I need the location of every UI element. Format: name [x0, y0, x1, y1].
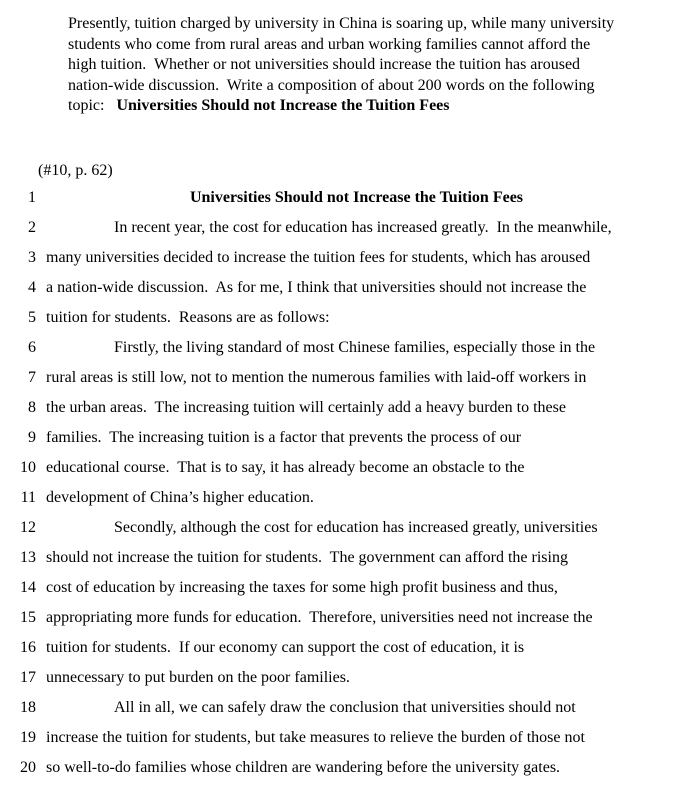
- line-text: appropriating more funds for education. Therefore, universities need not increase the: [46, 608, 593, 626]
- line-number: 19: [20, 728, 36, 746]
- line-text: Firstly, the living standard of most Chinese families, especially those in the: [114, 338, 596, 356]
- essay-line: [0, 663, 682, 693]
- prompt-line: nation-wide discussion. Write a composition of about 200 words on the following: [68, 76, 595, 94]
- line-text: rural areas is still low, not to mention the numerous families with laid-off workers in: [46, 368, 587, 386]
- line-number: 11: [20, 488, 36, 506]
- line-number: 12: [20, 518, 36, 536]
- line-number: 14: [20, 578, 36, 596]
- prompt-line: high tuition. Whether or not universities should increase the tuition has aroused: [68, 56, 581, 73]
- essay-line: [0, 183, 682, 213]
- assignment-prompt: [68, 14, 682, 117]
- line-number: 20: [20, 758, 36, 776]
- prompt-topic-title: Universities Should not Increase the Tuition Fees: [116, 97, 450, 114]
- line-number: 4: [28, 278, 36, 296]
- line-text: Universities Should not Increase the Tuition Fees: [189, 188, 524, 206]
- essay-line: [0, 693, 682, 723]
- reference-label: (#10, p. 62): [38, 161, 113, 179]
- prompt-topic-label: topic:: [68, 97, 117, 114]
- essay-line: [0, 723, 682, 753]
- line-text: the urban areas. The increasing tuition will certainly add a heavy burden to these: [46, 398, 566, 416]
- essay-line: [0, 483, 682, 513]
- prompt-lines: [68, 14, 682, 96]
- line-text: All in all, we can safely draw the conclusion that universities should not: [114, 698, 576, 716]
- line-text: should not increase the tuition for students. The government can afford the rising: [46, 548, 568, 566]
- line-text: Secondly, although the cost for education has increased greatly, universities: [114, 518, 598, 536]
- essay-line: [0, 453, 682, 483]
- line-number: 2: [28, 218, 36, 236]
- essay-line: [0, 543, 682, 573]
- essay-line: [0, 423, 682, 453]
- line-text: unnecessary to put burden on the poor families.: [46, 668, 350, 686]
- line-number: 9: [28, 428, 36, 446]
- essay-line: [0, 273, 682, 303]
- prompt-topic-line: [68, 96, 682, 117]
- line-text: cost of education by increasing the taxes for some high profit business and thus,: [46, 578, 558, 596]
- line-text: educational course. That is to say, it has already become an obstacle to the: [46, 458, 525, 476]
- essay-line: [0, 573, 682, 603]
- essay-body: [0, 183, 682, 783]
- essay-line: [0, 513, 682, 543]
- essay-line: [0, 633, 682, 663]
- line-number: 3: [28, 248, 36, 266]
- line-text: tuition for students. If our economy can support the cost of education, it is: [46, 638, 525, 656]
- line-text: tuition for students. Reasons are as follows:: [46, 308, 330, 326]
- line-number: 6: [28, 338, 36, 356]
- line-text: increase the tuition for students, but take measures to relieve the burden of those not: [46, 728, 585, 746]
- essay-line: [0, 303, 682, 333]
- essay-line: [0, 603, 682, 633]
- line-number: 7: [28, 368, 36, 386]
- essay-line: [0, 393, 682, 423]
- line-number: 18: [20, 698, 36, 716]
- line-number: 5: [28, 308, 36, 326]
- line-text: development of China’s higher education.: [46, 488, 314, 506]
- line-number: 8: [28, 398, 36, 416]
- line-text: In recent year, the cost for education has increased greatly. In the meanwhile,: [114, 218, 612, 236]
- essay-line: [0, 333, 682, 363]
- line-number: 15: [20, 608, 36, 626]
- prompt-line: students who come from rural areas and urban working families cannot afford the: [68, 35, 591, 53]
- line-number: 1: [28, 188, 36, 206]
- line-number: 16: [20, 638, 36, 656]
- essay-line: [0, 213, 682, 243]
- line-text: families. The increasing tuition is a factor that prevents the process of our: [46, 428, 522, 446]
- line-text: so well-to-do families whose children are wandering before the university gates.: [46, 758, 561, 776]
- line-text: a nation-wide discussion. As for me, I think that universities should not increase the: [46, 278, 587, 296]
- line-number: 10: [20, 458, 36, 476]
- essay-line: [0, 753, 682, 783]
- line-number: 13: [20, 548, 36, 566]
- essay-line: [0, 363, 682, 393]
- line-number: 17: [20, 668, 36, 686]
- essay-line: [0, 243, 682, 273]
- line-text: many universities decided to increase the tuition fees for students, which has aroused: [46, 248, 591, 266]
- prompt-line: Presently, tuition charged by university in China is soaring up, while many university: [68, 15, 615, 32]
